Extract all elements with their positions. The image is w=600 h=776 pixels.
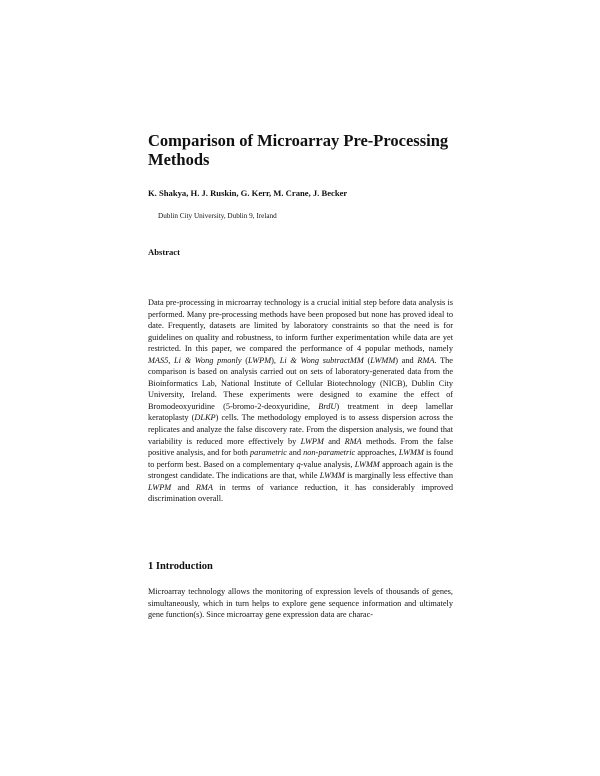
abstract-body: [148, 297, 453, 505]
introduction-paragraph: Microarray technology allows the monitoring of expression levels of thousands of genes, simultaneously, which in turn helps to explore gene sequence information and ultimately gene function(s). Since microarray gene expression data are charac-: [148, 587, 453, 620]
abstract-paragraph: Data pre-processing in microarray technology is a crucial initial step before data analysis is performed. Many pre-processing methods have been proposed but none has proved ideal to date. Frequently, datasets are limited by laboratory constraints so that the need is for guidelines on quality and robustness, to inform further experimentation while data are yet restricted. In this paper, we compared the performance of 4 popular methods, namely MAS5, Li & Wong pmonly (LWPM), Li & Wong subtractMM (LWMM) and RMA. The comparison is based on analysis carried out on sets of laboratory-generated data from the Bioinformatics Lab, National Institute of Cellular Biotechnology (NICB), Dublin City University, Ireland. These experiments were designed to examine the effect of Bromodeoxyuridine (5-bromo-2-deoxyuridine, BrdU) treatment in deep lamellar keratoplasty (DLKP) cells. The methodology employed is to assess dispersion across the replicates and analyze the false discovery rate. From the dispersion analysis, we found that variability is reduced more effectively by LWPM and RMA methods. From the false positive analysis, and for both parametric and non-parametric approaches, LWMM is found to perform best. Based on a complementary q-value analysis, LWMM approach again is the strongest candidate. The indications are that, while LWMM is marginally less effective than LWPM and RMA in terms of variance reduction, it has considerably improved discrimination overall.: [148, 298, 454, 504]
author-list: K. Shakya, H. J. Ruskin, G. Kerr, M. Crane, J. Becker: [148, 188, 348, 198]
affiliation: Dublin City University, Dublin 9, Ireland: [158, 212, 277, 220]
introduction-body: [148, 586, 453, 621]
paper-title: Comparison of Microarray Pre-Processing Methods: [148, 131, 449, 169]
abstract-heading: Abstract: [148, 247, 180, 257]
section-heading-introduction: 1 Introduction: [148, 561, 213, 572]
